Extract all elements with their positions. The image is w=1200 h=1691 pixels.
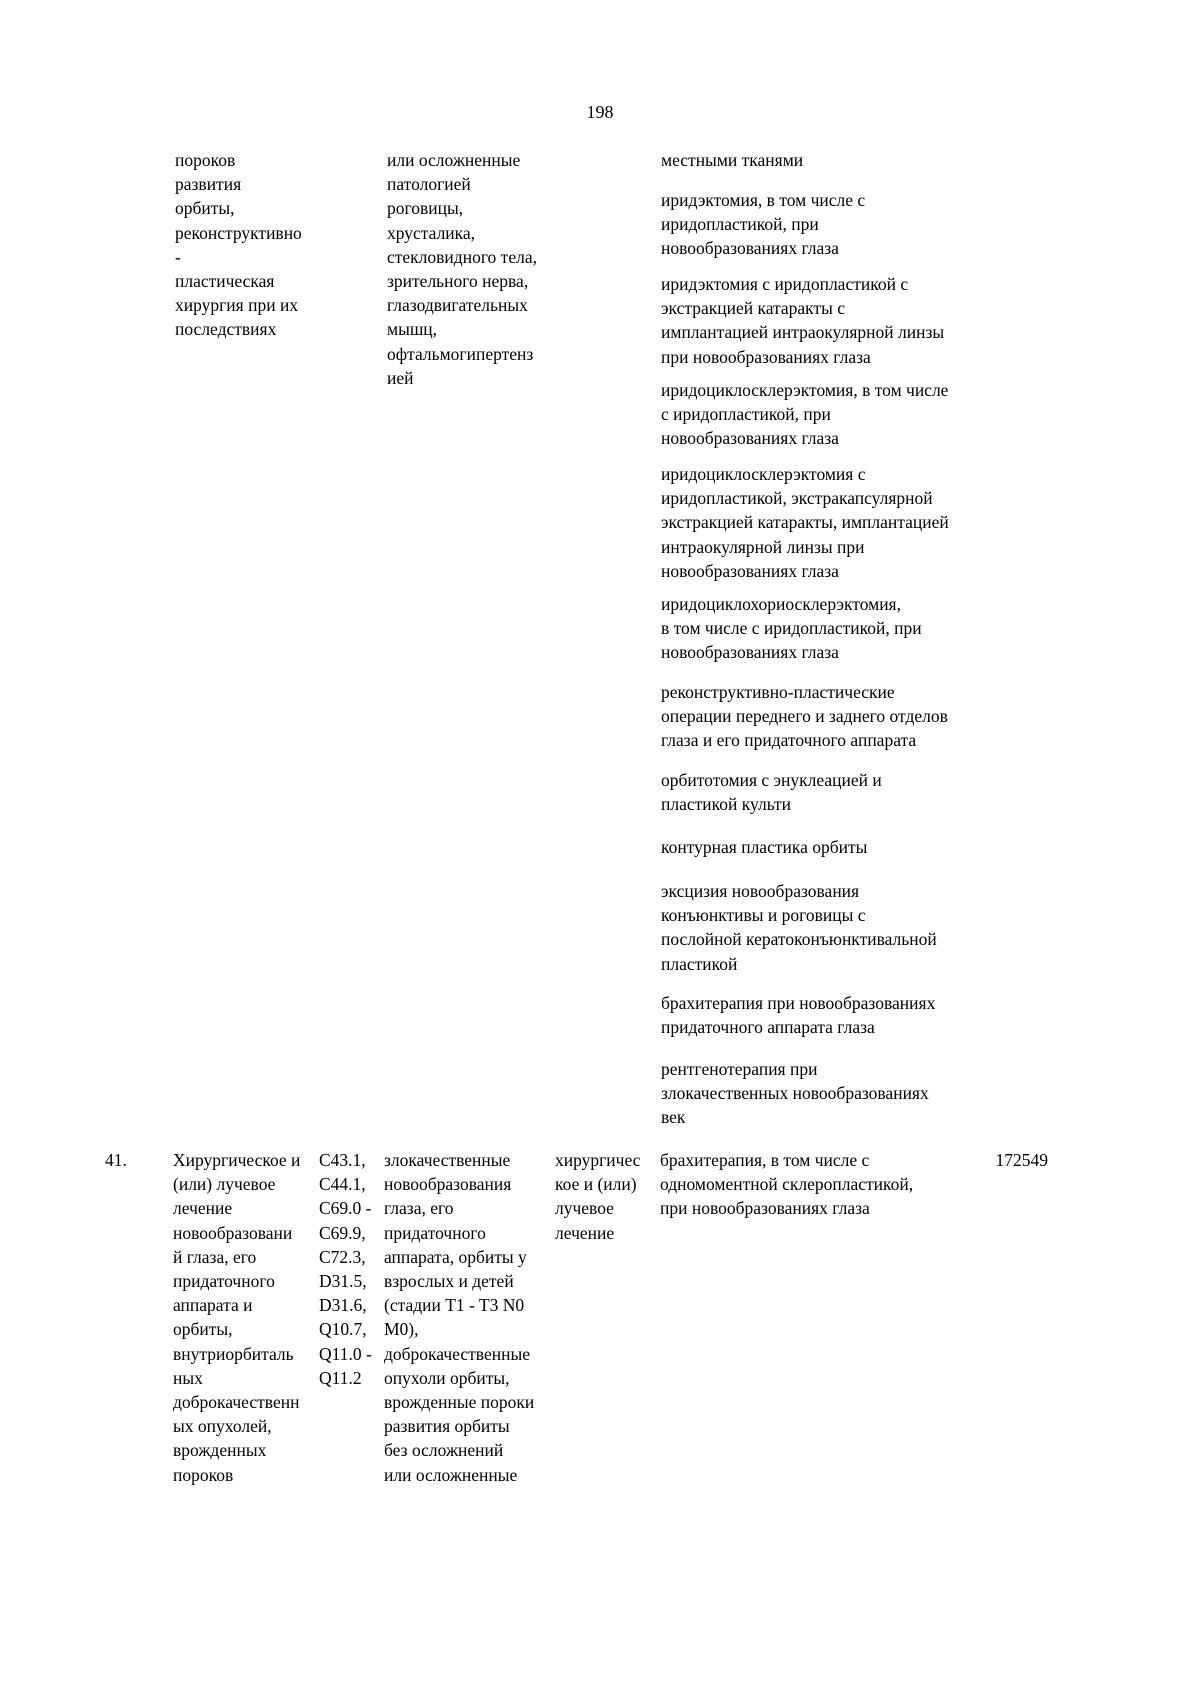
treatment-method: иридоциклохориосклерэктомия, в том числе с иридопластикой, при новообразованиях глаза <box>661 594 922 663</box>
disease-group-continued: пороков развития орбиты, реконструктивно - пластическая хирургия при их последствиях <box>175 150 302 340</box>
treatment-method: эксцизия новообразования конъюнктивы и роговицы с послойной кератоконъюнктивальной пластикой <box>661 881 937 974</box>
treatment-method: местными тканями <box>661 150 804 170</box>
treatment-method: рентгенотерапия при злокачественных новообразованиях век <box>661 1059 929 1128</box>
treatment-method: реконструктивно-пластические операции переднего и заднего отделов глаза и его придаточного аппарата <box>661 682 948 751</box>
patient-model: злокачественные новообразования глаза, его придаточного аппарата, орбиты у взрослых и детей (стадии T1 - T3 N0 M0), доброкачественные опухоли орбиты, врожденные пороки развития орбиты без осложнений или осложненные <box>384 1150 535 1485</box>
treatment-method: иридэктомия с иридопластикой с экстракцией катаракты с имплантацией интраокулярной линзы при новообразованиях глаза <box>661 274 945 367</box>
icd-codes: C43.1, C44.1, C69.0 - C69.9, C72.3, D31.5, D31.6, Q10.7, Q11.0 - Q11.2 <box>319 1150 372 1388</box>
treatment-method: брахитерапия, в том числе с одномоментной склеропластикой, при новообразованиях глаза <box>660 1150 914 1219</box>
treatment-type: хирургичес кое и (или) лучевое лечение <box>555 1150 641 1243</box>
page-number: 198 <box>586 102 614 122</box>
disease-group: Хирургическое и (или) лучевое лечение новообразовани й глаза, его придаточного аппарата и орбиты, внутриорбиталь ных доброкачественн ых опухолей, врожденных пороков <box>173 1150 301 1485</box>
treatment-method: брахитерапия при новообразованиях придаточного аппарата глаза <box>661 993 936 1038</box>
cost-value: 172549 <box>995 1150 1048 1170</box>
row-number: 41. <box>105 1150 127 1170</box>
treatment-method: иридэктомия, в том числе с иридопластикой, при новообразованиях глаза <box>661 190 866 259</box>
treatment-method: иридоциклосклерэктомия, в том числе с иридопластикой, при новообразованиях глаза <box>661 380 949 449</box>
treatment-method: иридоциклосклерэктомия с иридопластикой, экстракапсулярной экстракцией катаракты, имплантацией интраокулярной линзы при новообразованиях глаза <box>661 464 949 581</box>
patient-model-continued: или осложненные патологией роговицы, хрусталика, стекловидного тела, зрительного нерва, глазодвигательных мышц, офтальмогипертенз ией <box>387 150 537 388</box>
treatment-method: орбитотомия с энуклеацией и пластикой культи <box>661 770 882 815</box>
treatment-method: контурная пластика орбиты <box>661 837 868 857</box>
